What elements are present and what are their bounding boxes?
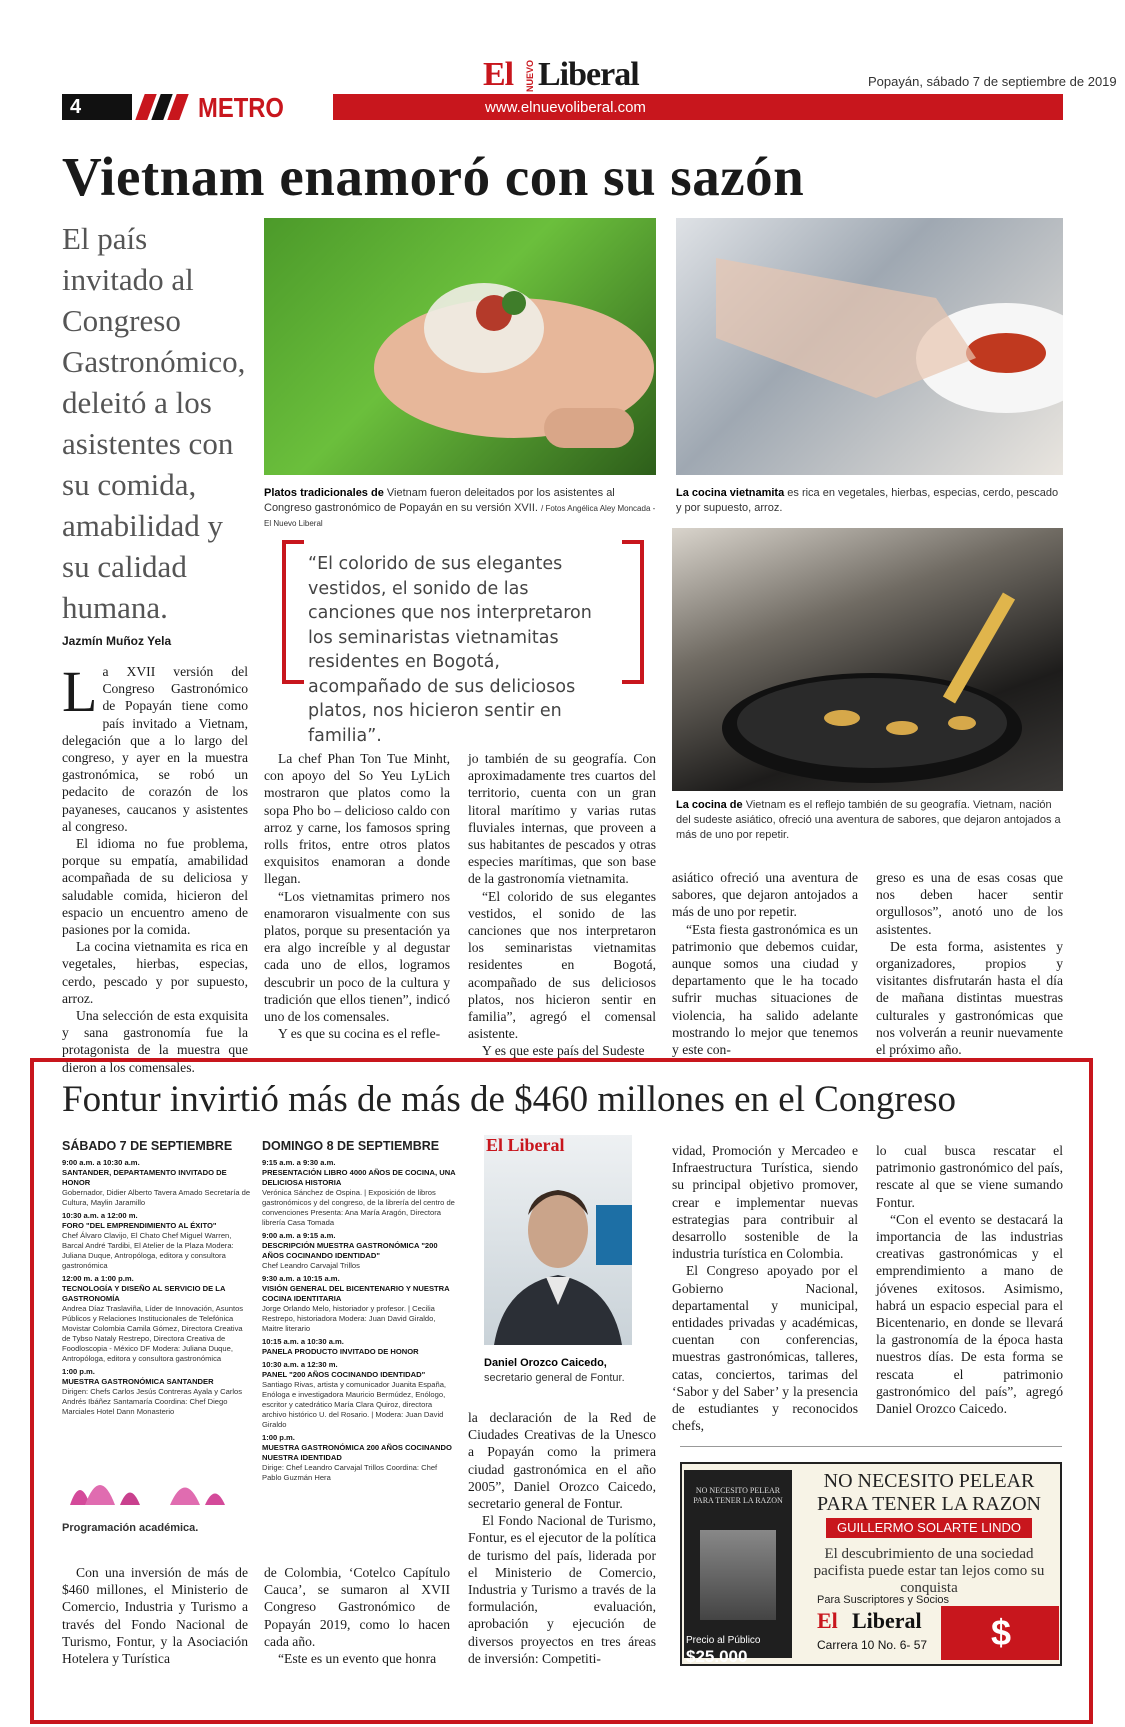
photo-plating-illustration [676,218,1063,475]
byline: Jazmín Muñoz Yela [62,634,172,648]
book-cover-title: NO NECESITO PELEAR PARA TENER LA RAZON [693,1486,783,1505]
logo-el: El [483,56,514,93]
lotus-decoration-icon [60,1460,240,1510]
article-column-3: jo también de su geografía. Con aproximadamente tres cuartos del territorio, cuenta con un gran litoral marítimo y varias rutas fluviales internas, que proveen a sus habitantes de pescados y otras especies marítimas, que son base de la gastronomía vietnamita. “El colorido de sus elegantes vestidos, el sonido de las canciones que nos interpretaron los seminaristas vietnamitas residentes en Bogotá, acompañado de sus deliciosos platos, nos hicieron sentir en familia”, agregó el comensal asistente. Y es que este país del Sudeste [468,751,656,1059]
portrait-caption: Daniel Orozco Caicedo, secretario general de Fontur. [484,1357,625,1384]
lead-paragraph: El país invitado al Congreso Gastronómico, deleitó a los asistentes con su comida, amabilidad y su calidad humana. [62,221,246,625]
headline: Vietnam enamoró con su sazón [62,146,805,207]
logo-nuevo: NUEVO [525,60,535,93]
fontur-column-2: de Colombia, ‘Cotelco Capítulo Cauca’, se sumaron al XVII Congreso Gastronómico de Popayán 2019, como lo hacen cada año. “Este es un evento que honra [264,1565,450,1667]
website-link[interactable]: www.elnuevoliberal.com [485,99,646,116]
drop-cap: L [62,659,98,724]
backdrop-logo: El Liberal [486,1135,565,1155]
photo-spring-roll [264,218,656,475]
section-title: METRO [198,92,284,123]
ad-separator [680,1446,1062,1447]
ad-logo-el: El [817,1608,838,1633]
program-day2: 9:15 a.m. a 9:30 a.m. PRESENTACIÓN LIBRO 4000 AÑOS DE COCINA, UNA DELICIOSA HISTORIA Verónica Sánchez de Ospina. | Exposición de libros gastronómicos y del congreso, de la librería del centro de convenciones Presenta: Ana María Aragón, Directora librería Casa Tomada 9:00 a.m. a 9:15 a.m. DESCRIPCIÓN MUESTRA GASTRONÓMICA "200 AÑOS COCINANDO IDENTIDAD" Chef Leandro Carvajal Trillos 9:30 a.m. a 10:15 a.m. VISIÓN GENERAL DEL BICENTENARIO Y NUESTRA COCINA IDENTITARIA Jorge Orlando Melo, historiador y profesor. | Cecilia Restrepo, historiadora Modera: Juan David Giraldo, Maitre literario 10:15 a.m. a 10:30 a.m. PANELA PRODUCTO INVITADO DE HONOR 10:30 a.m. a 12:30 m. PANEL "200 AÑOS COCINANDO IDENTIDAD" Santiago Rivas, artista y comunicador Juanita España, Enóloga e investigadora Mauricio Bermúdez, Enólogo, escritor y catedrático María Clara Quiroz, directora archivo histórico U. del Rosario. | Modera: Juan David Giraldo 1:00 p.m. MUESTRA GASTRONÓMICA 200 AÑOS COCINANDO NUESTRA IDENTIDAD Dirige: Chef Leandro Carvajal Trillos Coordina: Chef Pablo Guzmán Hera [262,1158,456,1482]
fontur-column-3: la declaración de la Red de Ciudades Creativas de la Unesco a Popayán como la primera ciudad gastronómica en el año 2005”, Daniel Orozco Caicedo, secretario general de Fontur. El Fondo Nacional de Turismo, Fontur, es el ejecutor de la política de turismo del país, liderada por el Ministerio de Comercio, Industria y Turismo a través de la formulación, evaluación, aprobación y ejecución de diversos proyectos en tres áreas de inversión: Competiti- [468,1410,656,1666]
subscriber-price: $ 20.000 [941,1606,1059,1660]
logo-liberal: Liberal [538,56,639,93]
ad-author: GUILLERMO SOLARTE LINDO [826,1518,1032,1538]
pull-quote: “El colorido de sus elegantes vestidos, el sonido de las canciones que nos interpretaron los seminaristas vietnamitas residentes en Bogotá, acompañado de sus deliciosos platos, nos hicieron sentir en familia”. [308,554,592,746]
header-red-bar [333,94,1063,120]
program-day2-title: DOMINGO 8 DE SEPTIEMBRE [262,1139,440,1153]
ad-description: El descubrimiento de una sociedad pacifista puede estar tan lejos como su conquista [813,1546,1045,1596]
photo-frying-pan [672,528,1063,791]
photo-daniel-orozco [484,1135,632,1345]
photo-caption-3: La cocina de Vietnam es el reflejo también de su geografía. Vietnam, nación del sudeste asiático, ofreció una aventura de sabores, que dejaron antojados a más de uno por repetir. [676,799,1061,841]
fontur-column-5: lo cual busca rescatar el patrimonio gastronómico del país, rescate al que se viene sumando Fontur. “Con el evento se destacará la importancia de las industrias creativas gastronómicas y el emprendimiento a mano de jóvenes exitosos. Asimismo, habrá un espacio especial para el Bicentenario, en donde se llevará la gastronomía de la época hasta nuestros días. De esta forma se rescata el patrimonio gastronómico del país”, agregó Daniel Orozco Caicedo. [876,1143,1063,1417]
photo-frying-pan-illustration [672,528,1063,791]
quote-bracket-right [622,540,644,684]
public-price: $25.000 [686,1647,748,1666]
book-cover-portrait [700,1530,776,1620]
program-caption: Programación académica. [62,1522,199,1534]
ad-logo-liberal: Liberal [852,1608,922,1633]
article-column-5: greso es una de esas cosas que nos deben hacer sentir orgullosos”, anotó uno de los asistentes. De esta forma, asistentes y organizadores, propios y visitantes disfrutarán hasta el día de mañana distintas muestras culturales y gastronómicas que nos volverán a reunir nuevamente el próximo año. [876,870,1063,1058]
ad-title: NO NECESITO PELEAR PARA TENER LA RAZON [817,1470,1041,1515]
dateline: Popayán, sábado 7 de septiembre de 2019 [868,74,1117,89]
photo-spring-roll-illustration [264,218,656,475]
ad-address: Carrera 10 No. 6- 57 [817,1638,928,1652]
fontur-headline: Fontur invirtió más de más de $460 millones en el Congreso [62,1079,957,1120]
subscriber-label: Para Suscriptores y Socios [817,1594,950,1606]
article-column-4: asiático ofreció una aventura de sabores, que dejaron antojados a más de uno por repetir. “Esta fiesta gastronómica es un patrimonio que debemos cuidar, aunque somos una ciudad y departamento que le ha tocado sufrir muchas situaciones de violencia, ha salido adelante mostrando lo mejor que tenemos y este con- [672,870,858,1058]
photo-caption-1: Platos tradicionales de Vietnam fueron deleitados por los asistentes al Congreso gastronómico de Popayán en su versión XVII. / Fotos Angélica Aley Moncada - El Nuevo Liberal [264,487,656,528]
program-day1: 9:00 a.m. a 10:30 a.m. SANTANDER, DEPARTAMENTO INVITADO DE HONOR Gobernador, Didier Alberto Tavera Amado Secretaría de Cultura, Maylin Jaramillo 10:30 a.m. a 12:00 m. FORO "DEL EMPRENDIMIENTO AL ÉXITO" Chef Álvaro Clavijo, El Chato Chef Miguel Warren, Barcal André Tardibi, El Atelier de la Plaza Modera: Juliana Duque, Antropóloga, editora y consultora gastronómica 12:00 m. a 1:00 p.m. TECNOLOGÍA Y DISEÑO AL SERVICIO DE LA GASTRONOMÍA Andrea Díaz Traslaviña, Líder de Innovación, Asuntos Públicos y Relaciones Institucionales de Telefónica Movistar Colombia Camila Gómez, Directora Creativa de Tybso Nataly Restrepo, Directora Creativa de Foodloscopia - México DF Modera: Juliana Duque, Antropóloga, editora y consultora gastronómica 1:00 p.m. MUESTRA GASTRONÓMICA SANTANDER Dirigen: Chefs Carlos Jesús Contreras Ayala y Carlos Andrés Ibáñez Santamaría Coordina: Chef Diego Marciales Hotel Dann Monasterio [62,1158,251,1416]
photo-caption-2: La cocina vietnamita es rica en vegetales, hierbas, especias, cerdo, pescado y por supuesto, arroz. [676,487,1059,514]
public-price-label: Precio al Público [686,1635,761,1646]
page-number: 4 [70,96,82,118]
article-column-1: La XVII versión del Congreso Gastronómico de Popayán tiene como país invitado a Vietnam, delegación que a lo largo del congreso, y ayer en la muestra gastronómica, se robó un pedacito de corazón de los payaneses, caucanos y asistentes al congreso. El idioma no fue problema, porque su empatía, amabilidad acompañada de su deliciosa y saludable comida, hicieron del espacio un encuentro ameno de pasiones por la comida. La cocina vietnamita es rica en vegetales, hierbas, especias, cerdo, pescado y por supuesto, arroz. Una selección de esta exquisita y sana gastronomía fue la protagonista de la muestra que dieron a los comensales. [62,659,248,1075]
portrait-illustration [484,1135,632,1345]
photo-plating [676,218,1063,475]
fontur-column-1: Con una inversión de más de $460 millones, el Ministerio de Comercio, Industria y Turismo a través del Fondo Nacional de Turismo, Fontur, y la Asociación Hotelera y Turística [62,1565,248,1667]
article-column-2: La chef Phan Ton Tue Minht, con apoyo del So Yeu LyLich mostraron que platos como la sopa Pho bo – delicioso caldo con arroz y carne, los famosos spring rolls fritos, entre otros platos exquisitos enamoran a donde llegan. “Los vietnamitas primero nos enamoraron visualmente con sus platos, porque su presentación ya era algo increíble y al degustar cada uno de ellos, logramos descubrir un poco de la cultura y tradición que ellos tienen”, indicó uno de los comensales. Y es que su cocina es el refle- [264,751,450,1042]
quote-bracket-left [282,540,304,684]
program-day1-title: SÁBADO 7 DE SEPTIEMBRE [62,1139,233,1153]
fontur-column-4: vidad, Promoción y Mercadeo e Infraestructura Turística, siendo su principal objetivo promover, crear e implementar nuevas estrategias para contribuir al desarrollo sostenible de la industria turística en Colombia. El Congreso apoyado por el Gobierno Nacional, departamental y municipal, entidades privadas y académicas, cuentan con conferencias, muestras gastronómicas, talleres, catas, conciertos, tarimas del ‘Sabor y del Saber’ y la presencia de estudiantes y reconocidos chefs, [672,1143,858,1434]
